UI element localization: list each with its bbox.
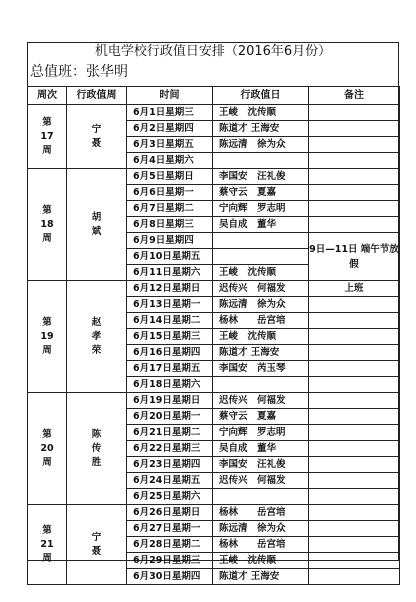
date-cell: 6月27日星期一 bbox=[127, 521, 213, 537]
daily-duty-staff-cell bbox=[213, 489, 309, 505]
duty-schedule-sheet bbox=[27, 42, 399, 582]
date-cell: 6月16日星期四 bbox=[127, 345, 213, 361]
date-cell: 6月25日星期六 bbox=[127, 489, 213, 505]
weekly-duty-officer-cell bbox=[67, 281, 127, 393]
date-cell: 6月26日星期日 bbox=[127, 505, 213, 521]
daily-duty-staff-cell: 宁向辉 罗志明 bbox=[213, 201, 309, 217]
date-cell: 6月5日星期日 bbox=[127, 169, 213, 185]
date-cell: 6月2日星期四 bbox=[127, 121, 213, 137]
note-cell bbox=[309, 361, 400, 377]
date-cell: 6月21日星期二 bbox=[127, 425, 213, 441]
week-number-text: 第 bbox=[42, 316, 52, 328]
schedule-title: 机电学校行政值日安排（2016年6月份） bbox=[94, 44, 332, 59]
daily-duty-staff-cell: 王崚 沈传顺 bbox=[213, 553, 309, 569]
week-number-text: 第 bbox=[42, 428, 52, 440]
daily-duty-staff-cell: 杨林 岳宫培 bbox=[213, 537, 309, 553]
date-cell: 6月29日星期三 bbox=[127, 553, 213, 569]
note-cell bbox=[309, 153, 400, 169]
week-number-cell bbox=[28, 105, 67, 169]
date-cell: 6月10日星期五 bbox=[127, 249, 213, 265]
date-cell: 6月1日星期三 bbox=[127, 105, 213, 121]
date-cell: 6月11日星期六 bbox=[127, 265, 213, 281]
note-cell bbox=[309, 393, 400, 409]
week-number-text: 周 bbox=[42, 344, 52, 356]
week-number-text: 20 bbox=[40, 442, 54, 454]
date-cell: 6月19日星期日 bbox=[127, 393, 213, 409]
note-cell bbox=[309, 185, 400, 201]
week-number-text: 第 bbox=[42, 524, 52, 536]
note-cell bbox=[309, 521, 400, 537]
header-duty-week: 行政值周 bbox=[67, 87, 127, 105]
note-cell bbox=[309, 553, 400, 569]
note-cell bbox=[309, 345, 400, 361]
date-cell: 6月8日星期三 bbox=[127, 217, 213, 233]
daily-duty-staff-cell: 杨林 岳宫培 bbox=[213, 313, 309, 329]
daily-duty-staff-cell bbox=[213, 233, 309, 249]
date-cell: 6月20日星期一 bbox=[127, 409, 213, 425]
date-cell: 6月6日星期一 bbox=[127, 185, 213, 201]
note-cell bbox=[309, 137, 400, 153]
weekly-duty-officer-text: 胜 bbox=[91, 456, 102, 468]
header-time: 时间 bbox=[127, 87, 213, 105]
weekly-duty-officer-text: 荣 bbox=[91, 344, 102, 356]
date-cell: 6月23日星期四 bbox=[127, 457, 213, 473]
note-cell bbox=[309, 473, 400, 489]
note-cell bbox=[309, 105, 400, 121]
table-row bbox=[28, 393, 400, 409]
table-row bbox=[28, 281, 400, 297]
week-number-cell bbox=[28, 281, 67, 393]
week-number-text: 周 bbox=[42, 552, 52, 564]
note-cell bbox=[309, 489, 400, 505]
daily-duty-staff-cell: 陈道才 王海安 bbox=[213, 345, 309, 361]
note-cell bbox=[309, 457, 400, 473]
daily-duty-staff-cell: 王崚 沈传顺 bbox=[213, 265, 309, 281]
daily-duty-staff-cell bbox=[213, 249, 309, 265]
daily-duty-staff-cell: 吴自成 董华 bbox=[213, 441, 309, 457]
note-cell bbox=[309, 121, 400, 137]
date-cell: 6月7日星期二 bbox=[127, 201, 213, 217]
note-cell bbox=[309, 201, 400, 217]
weekly-duty-officer-text: 聂 bbox=[91, 137, 102, 149]
weekly-duty-officer-text: 宁 bbox=[91, 531, 102, 543]
weekly-duty-officer-cell bbox=[67, 169, 127, 281]
general-duty-manager: 总值班：张华明 bbox=[30, 64, 128, 80]
daily-duty-staff-cell: 陈远清 徐为众 bbox=[213, 521, 309, 537]
week-number-text: 18 bbox=[40, 218, 54, 230]
week-number-text: 17 bbox=[40, 130, 54, 142]
week-number-text: 19 bbox=[40, 330, 54, 342]
table-header-row bbox=[28, 87, 400, 105]
note-cell bbox=[309, 441, 400, 457]
daily-duty-staff-cell: 杨林 岳宫培 bbox=[213, 505, 309, 521]
holiday-note-cell: 9日—11日 端午节放假 bbox=[309, 233, 400, 281]
schedule-table bbox=[27, 86, 400, 585]
weekly-duty-officer-text: 聂 bbox=[91, 545, 102, 557]
week-number-cell bbox=[28, 505, 67, 585]
date-cell: 6月15日星期三 bbox=[127, 329, 213, 345]
daily-duty-staff-cell: 陈道才 王海安 bbox=[213, 121, 309, 137]
date-cell: 6月28日星期二 bbox=[127, 537, 213, 553]
date-cell: 6月4日星期六 bbox=[127, 153, 213, 169]
note-cell bbox=[309, 537, 400, 553]
daily-duty-staff-cell: 迟传兴 何福发 bbox=[213, 393, 309, 409]
daily-duty-staff-cell: 吴自成 董华 bbox=[213, 217, 309, 233]
note-cell bbox=[309, 297, 400, 313]
week-number-cell bbox=[28, 169, 67, 281]
header-note: 备注 bbox=[309, 87, 400, 105]
schedule-body bbox=[28, 105, 400, 585]
note-cell bbox=[309, 329, 400, 345]
note-cell bbox=[309, 217, 400, 233]
daily-duty-staff-cell: 陈远清 徐为众 bbox=[213, 297, 309, 313]
week-number-text: 周 bbox=[42, 456, 52, 468]
date-cell: 6月14日星期二 bbox=[127, 313, 213, 329]
note-cell bbox=[309, 505, 400, 521]
date-cell: 6月9日星期四 bbox=[127, 233, 213, 249]
daily-duty-staff-cell: 陈远清 徐为众 bbox=[213, 137, 309, 153]
note-cell bbox=[309, 377, 400, 393]
daily-duty-staff-cell: 李国安 芮玉琴 bbox=[213, 361, 309, 377]
weekly-duty-officer-cell bbox=[67, 105, 127, 169]
header-duty-day: 行政值日 bbox=[213, 87, 309, 105]
daily-duty-staff-cell: 蔡守云 夏嘉 bbox=[213, 409, 309, 425]
daily-duty-staff-cell: 王崚 沈传顺 bbox=[213, 105, 309, 121]
weekly-duty-officer-text: 斌 bbox=[91, 225, 102, 237]
note-cell bbox=[309, 569, 400, 585]
weekly-duty-officer-cell bbox=[67, 505, 127, 585]
date-cell: 6月13日星期一 bbox=[127, 297, 213, 313]
date-cell: 6月18日星期六 bbox=[127, 377, 213, 393]
daily-duty-staff-cell: 李国安 汪礼俊 bbox=[213, 169, 309, 185]
note-cell bbox=[309, 425, 400, 441]
week-number-text: 第 bbox=[42, 204, 52, 216]
work-note-cell: 上班 bbox=[309, 281, 400, 297]
date-cell: 6月3日星期五 bbox=[127, 137, 213, 153]
header-week: 周次 bbox=[28, 87, 67, 105]
daily-duty-staff-cell: 陈道才 王海安 bbox=[213, 569, 309, 585]
date-cell: 6月17日星期五 bbox=[127, 361, 213, 377]
weekly-duty-officer-text: 陈 bbox=[91, 428, 102, 440]
weekly-duty-officer-text: 赵 bbox=[91, 316, 102, 328]
daily-duty-staff-cell: 王崚 沈传顺 bbox=[213, 329, 309, 345]
week-number-text: 周 bbox=[42, 144, 52, 156]
weekly-duty-officer-cell bbox=[67, 393, 127, 505]
weekly-duty-officer-text: 孝 bbox=[91, 330, 102, 342]
note-cell bbox=[309, 409, 400, 425]
daily-duty-staff-cell bbox=[213, 377, 309, 393]
week-number-text: 周 bbox=[42, 232, 52, 244]
note-cell bbox=[309, 169, 400, 185]
daily-duty-staff-cell: 迟传兴 何福发 bbox=[213, 473, 309, 489]
daily-duty-staff-cell: 宁向辉 罗志明 bbox=[213, 425, 309, 441]
table-row bbox=[28, 169, 400, 185]
table-row bbox=[28, 105, 400, 121]
weekly-duty-officer-text: 宁 bbox=[91, 123, 102, 135]
week-number-text: 21 bbox=[40, 538, 54, 550]
daily-duty-staff-cell bbox=[213, 153, 309, 169]
week-number-text: 第 bbox=[42, 116, 52, 128]
date-cell: 6月12日星期日 bbox=[127, 281, 213, 297]
daily-duty-staff-cell: 李国安 汪礼俊 bbox=[213, 457, 309, 473]
date-cell: 6月22日星期三 bbox=[127, 441, 213, 457]
note-cell bbox=[309, 313, 400, 329]
weekly-duty-officer-text: 胡 bbox=[91, 211, 102, 223]
date-cell: 6月24日星期五 bbox=[127, 473, 213, 489]
daily-duty-staff-cell: 蔡守云 夏嘉 bbox=[213, 185, 309, 201]
table-row bbox=[28, 505, 400, 521]
week-number-cell bbox=[28, 393, 67, 505]
daily-duty-staff-cell: 迟传兴 何福发 bbox=[213, 281, 309, 297]
date-cell: 6月30日星期四 bbox=[127, 569, 213, 585]
weekly-duty-officer-text: 传 bbox=[91, 442, 102, 454]
